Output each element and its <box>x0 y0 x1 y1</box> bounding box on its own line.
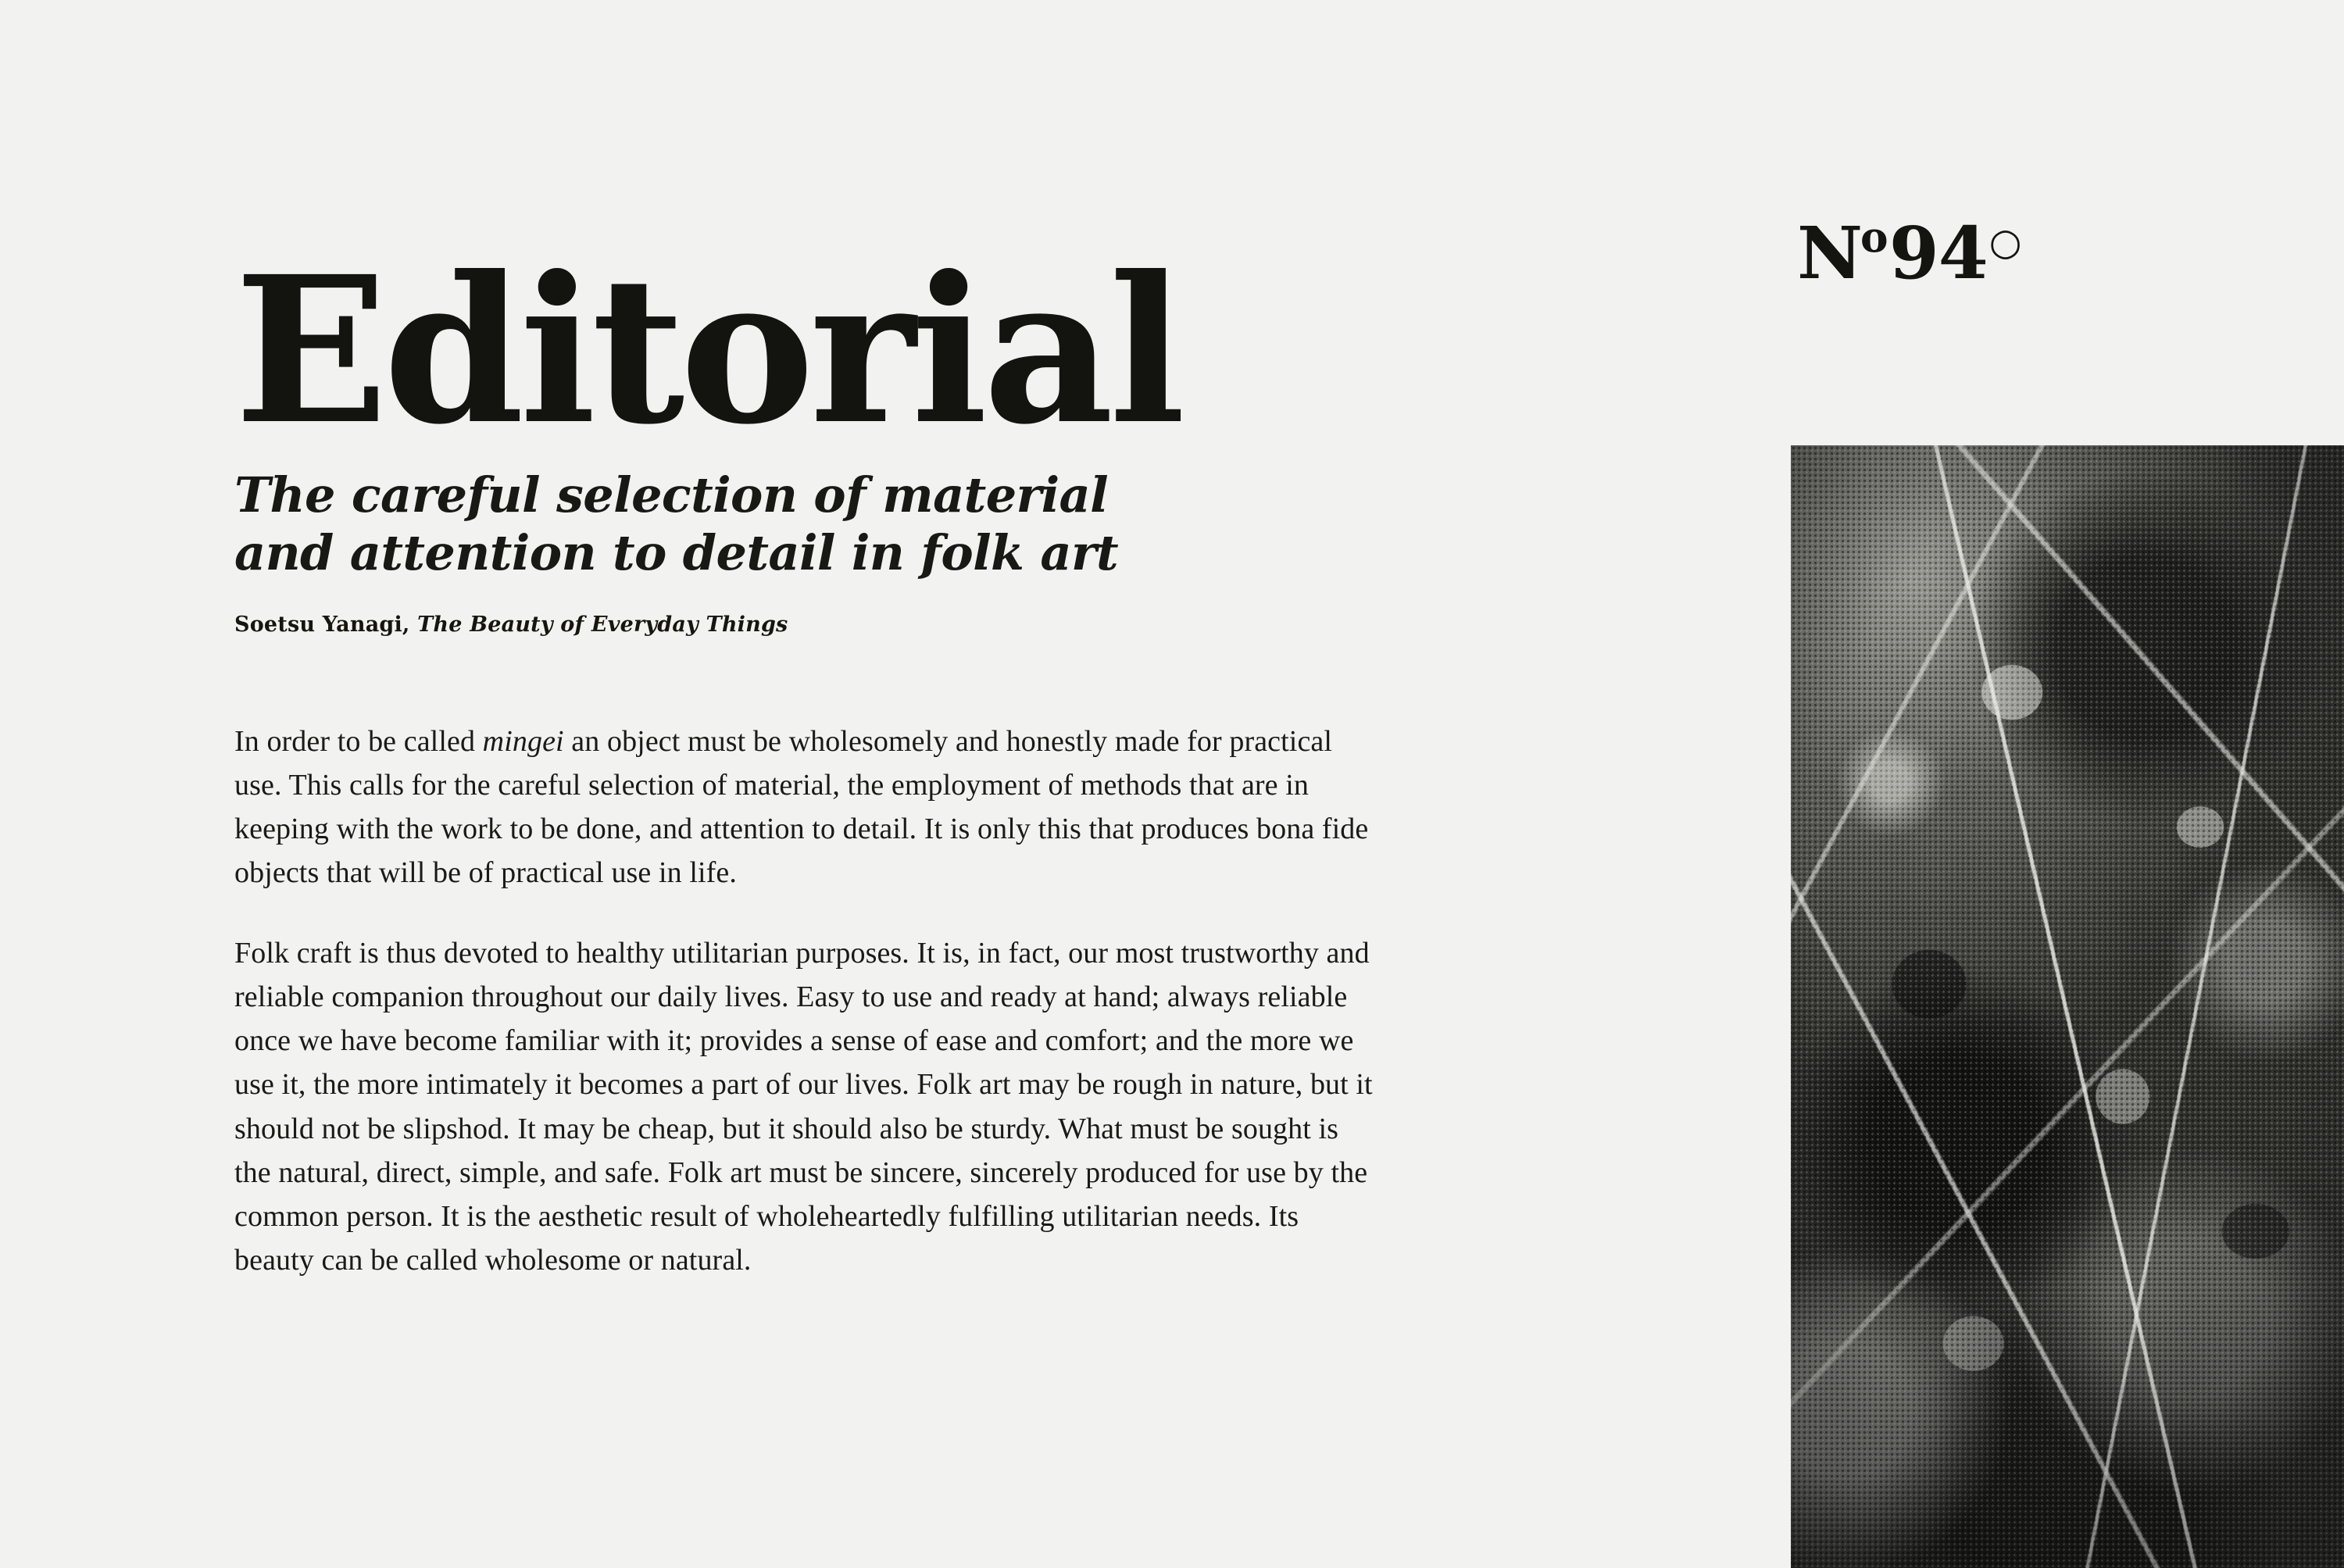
deck-line-1: The careful selection of material <box>234 466 1109 524</box>
issue-prefix: N <box>1797 211 1863 295</box>
deck-subtitle <box>234 466 1211 580</box>
photo-vignette-layer <box>1791 445 2344 1568</box>
editorial-column <box>234 232 1383 1282</box>
paragraph-1 <box>234 720 1379 895</box>
paragraph-1-emphasis: mingei <box>482 724 564 758</box>
body-copy <box>234 720 1379 1283</box>
byline <box>234 613 1383 637</box>
paragraph-1-pre: In order to be called <box>234 724 483 758</box>
byline-work-title: The Beauty of Everyday Things <box>417 612 788 637</box>
botanical-halftone-image <box>1791 445 2344 1568</box>
paragraph-2: Folk craft is thus devoted to healthy utilitarian purposes. It is, in fact, our most trustworthy and reliable companion throughout our daily lives. Easy to use and ready at hand; always reliable once we have become familiar with it; provides a sense of ease and comfort; and the more we use it, the more intimately it becomes a part of our lives. Folk art may be rough in nature, but it should not be slipshod. It may be cheap, but it should also be sturdy. What must be sought is the natural, direct, simple, and safe. Folk art must be sincere, sincerely produced for use by the common person. It is the aesthetic result of wholeheartedly fulfilling utilitarian needs. Its beauty can be called wholesome or natural. <box>234 936 1373 1277</box>
issue-number <box>1797 211 2019 295</box>
issue-degree-mark: ○ <box>1988 220 2021 265</box>
issue-superscript: o <box>1860 212 1888 262</box>
plate-column <box>1791 0 2344 1568</box>
issue-number-mark <box>1797 211 1889 295</box>
issue-number-value: 94 <box>1888 211 1988 295</box>
deck-line-2: and attention to detail in folk art <box>234 523 1119 581</box>
page-title: Editorial <box>234 232 1181 469</box>
byline-author: Soetsu Yanagi, <box>234 612 418 637</box>
paragraph-1-post: an object must be wholesomely and honestly made for practical use. This calls for the careful selection of material, the employment of methods that are in keeping with the work to be done, and attention to detail. It is only this that produces bona fide objects that will be of practical use in life. <box>234 724 1369 890</box>
